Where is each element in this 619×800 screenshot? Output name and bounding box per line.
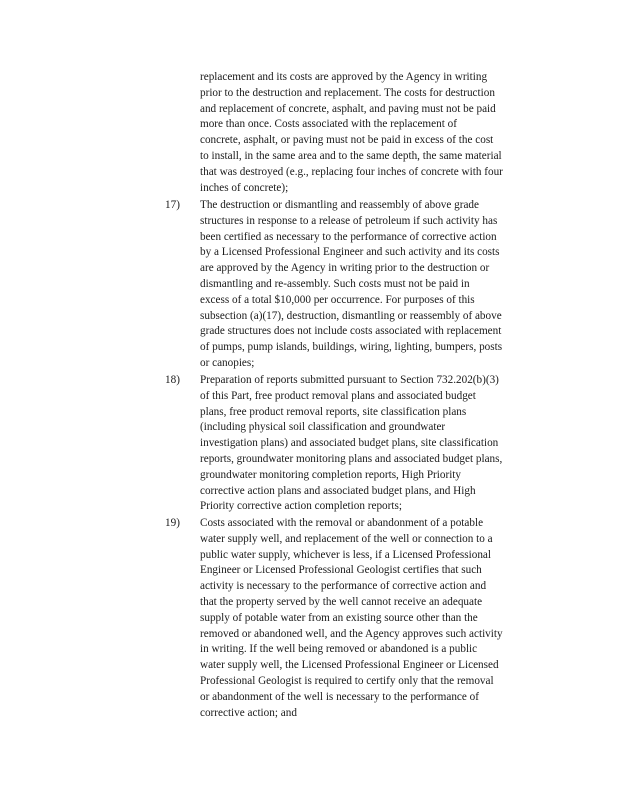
- text-line: Preparation of reports submitted pursuant to Section 732.202(b)(3): [200, 374, 499, 386]
- item-number-18: 18): [165, 374, 180, 386]
- item-19-paragraph: [200, 516, 535, 721]
- text-line: are approved by the Agency in writing prior to the destruction or: [200, 262, 490, 275]
- text-line: Priority corrective action completion reports;: [200, 500, 402, 513]
- text-line: that the property served by the well cannot receive an adequate: [200, 595, 483, 608]
- text-line: inches of concrete);: [200, 181, 289, 194]
- text-line: dismantling and re-assembly. Such costs must not be paid in: [200, 277, 470, 290]
- text-line: concrete, asphalt, or paving must not be paid in excess of the cost: [200, 134, 494, 147]
- text-line: in writing. If the well being removed or abandoned is a public: [200, 643, 478, 656]
- text-line: Professional Geologist is required to certify only that the removal: [200, 674, 494, 687]
- text-line: reports, groundwater monitoring plans and associated budget plans,: [200, 452, 503, 465]
- text-line: Engineer or Licensed Professional Geologist certifies that such: [200, 564, 482, 577]
- text-line: prior to the destruction and replacement. The costs for destruction: [200, 86, 495, 99]
- text-line: subsection (a)(17), destruction, dismantling or reassembly of above: [200, 309, 502, 322]
- text-line: corrective action; and: [200, 706, 297, 719]
- text-line: corrective action plans and associated budget plans, and High: [200, 484, 476, 497]
- item-number-19: 19): [165, 517, 180, 529]
- text-line: water supply well, the Licensed Professional Engineer or Licensed: [200, 659, 499, 672]
- text-line: (including physical soil classification and groundwater: [200, 421, 446, 434]
- text-line: or canopies;: [200, 356, 255, 369]
- item-17-paragraph: [200, 198, 535, 372]
- text-line: The destruction or dismantling and reassembly of above grade: [200, 199, 479, 211]
- text-line: by a Licensed Professional Engineer and such activity and its costs: [200, 246, 500, 259]
- text-line: more than once. Costs associated with the replacement of: [200, 118, 457, 131]
- continuation-paragraph: [200, 70, 535, 196]
- text-line: and replacement of concrete, asphalt, and paving must not be paid: [200, 102, 496, 115]
- text-line: investigation plans) and associated budget plans, site classification: [200, 437, 499, 450]
- text-line: been certified as necessary to the performance of corrective action: [200, 230, 497, 243]
- text-line: excess of a total $10,000 per occurrence. For purposes of this: [200, 293, 475, 306]
- text-line: public water supply, whichever is less, if a Licensed Professional: [200, 548, 492, 561]
- text-line: of this Part, free product removal plans and associated budget: [200, 389, 476, 402]
- text-line: structures in response to a release of petroleum if such activity has: [200, 214, 498, 227]
- text-line: plans, free product removal reports, site classification plans: [200, 405, 467, 418]
- text-line: replacement and its costs are approved by the Agency in writing: [200, 71, 488, 83]
- item-18-paragraph: [200, 373, 535, 515]
- text-line: groundwater monitoring completion reports, High Priority: [200, 468, 461, 481]
- text-line: Costs associated with the removal or abandonment of a potable: [200, 517, 484, 529]
- item-number-17: 17): [165, 199, 180, 211]
- text-line: supply of potable water from an existing source other than the: [200, 611, 478, 624]
- text-line: water supply well, and replacement of the well or connection to a: [200, 532, 493, 545]
- text-line: of pumps, pump islands, buildings, wiring, lighting, bumpers, posts: [200, 341, 503, 354]
- text-line: activity is necessary to the performance of corrective action and: [200, 580, 487, 593]
- text-line: or abandonment of the well is necessary to the performance of: [200, 690, 479, 703]
- text-line: grade structures does not include costs associated with replacement: [200, 325, 502, 338]
- text-line: removed or abandoned well, and the Agency approves such activity: [200, 627, 503, 640]
- text-line: that was destroyed (e.g., replacing four inches of concrete with four: [200, 165, 503, 178]
- text-line: to install, in the same area and to the same depth, the same material: [200, 149, 502, 162]
